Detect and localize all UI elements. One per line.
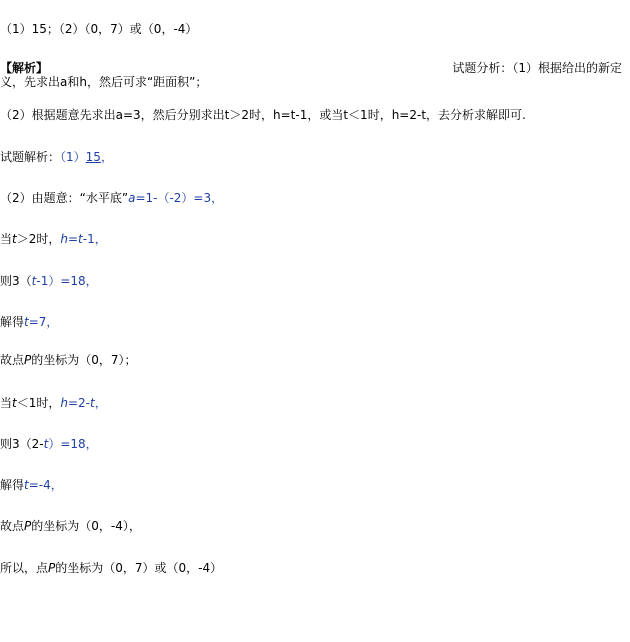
solution-label: 试题解析： — [0, 150, 61, 164]
l4-rest: -1）=18， — [36, 274, 98, 288]
l8-pre: 则3（2- — [0, 437, 44, 451]
l6-rest: 的坐标为（0，7）； — [31, 353, 137, 367]
l7-h: h — [60, 396, 68, 410]
l7-mid: =2- — [67, 396, 91, 410]
l11-pre: 所以，点 — [0, 561, 49, 575]
l10-p: P — [24, 519, 32, 533]
solution-line-11 — [0, 560, 222, 576]
answer-line — [0, 21, 197, 37]
l7-rest: ， — [94, 396, 107, 410]
solution-line-9 — [0, 477, 63, 493]
l4-t: t — [31, 274, 37, 288]
l7-t2: t — [90, 396, 95, 410]
l11-p: P — [48, 561, 56, 575]
l4-pre: 则3（ — [0, 274, 32, 288]
l7-pre: 当 — [0, 396, 13, 410]
l7-t: t — [12, 396, 17, 410]
l7-cond: ＜1时， — [16, 396, 61, 410]
l3-var: t — [12, 232, 17, 246]
analysis-line-2 — [0, 107, 526, 123]
l3-pre: 当 — [0, 232, 13, 246]
l3-h: h — [60, 232, 68, 246]
l2-expr: =1-（-2）=3， — [135, 191, 224, 205]
l10-rest: 的坐标为（0，-4）， — [31, 519, 141, 533]
analysis-label-text: 试题分析：（1）根据给出的新定 — [452, 61, 622, 75]
l3-rest: -1， — [82, 232, 107, 246]
l5-pre: 解得 — [0, 315, 25, 329]
l3-eq: = — [67, 232, 79, 246]
l6-p: P — [24, 353, 32, 367]
l8-rest: ）=18， — [48, 437, 98, 451]
analysis-label — [452, 60, 622, 76]
l2-text: （2）由题意：“水平底” — [0, 191, 129, 205]
l9-rest: =-4， — [28, 478, 63, 492]
solution-line-3 — [0, 231, 107, 247]
part1-prefix: （1） — [60, 150, 86, 164]
l8-t: t — [43, 437, 49, 451]
l2-var: a — [128, 191, 136, 205]
analysis-line-1-text: 义，先求出a和h，然后可求“距面积”； — [0, 75, 208, 89]
part1-suffix: ， — [100, 150, 113, 164]
l3-t: t — [78, 232, 83, 246]
analysis-heading-text: 【解析】 — [0, 61, 49, 75]
l10-pre: 故点 — [0, 519, 25, 533]
l5-rest: =7， — [28, 315, 59, 329]
l3-cond: ＞2时， — [16, 232, 61, 246]
solution-line-8 — [0, 436, 98, 452]
l11-rest: 的坐标为（0，7）或（0，-4） — [55, 561, 223, 575]
solution-line-2 — [0, 190, 223, 206]
answer-text: （1）15；（2）（0，7）或（0，-4） — [0, 22, 198, 36]
analysis-line-2-text: （2）根据题意先求出a=3，然后分别求出t＞2时，h=t-1，或当t＜1时，h=2-t，去分析求解即可. — [0, 108, 526, 122]
l9-t: t — [24, 478, 29, 492]
l9-pre: 解得 — [0, 478, 25, 492]
part1-value: 15 — [85, 150, 101, 164]
solution-line-5 — [0, 314, 58, 330]
l5-t: t — [24, 315, 29, 329]
analysis-line-1 — [0, 74, 207, 90]
solution-line-7 — [0, 395, 107, 411]
solution-line-1 — [0, 149, 113, 165]
solution-line-6 — [0, 352, 137, 368]
l6-pre: 故点 — [0, 353, 25, 367]
solution-line-10 — [0, 518, 141, 534]
solution-line-4 — [0, 273, 98, 289]
